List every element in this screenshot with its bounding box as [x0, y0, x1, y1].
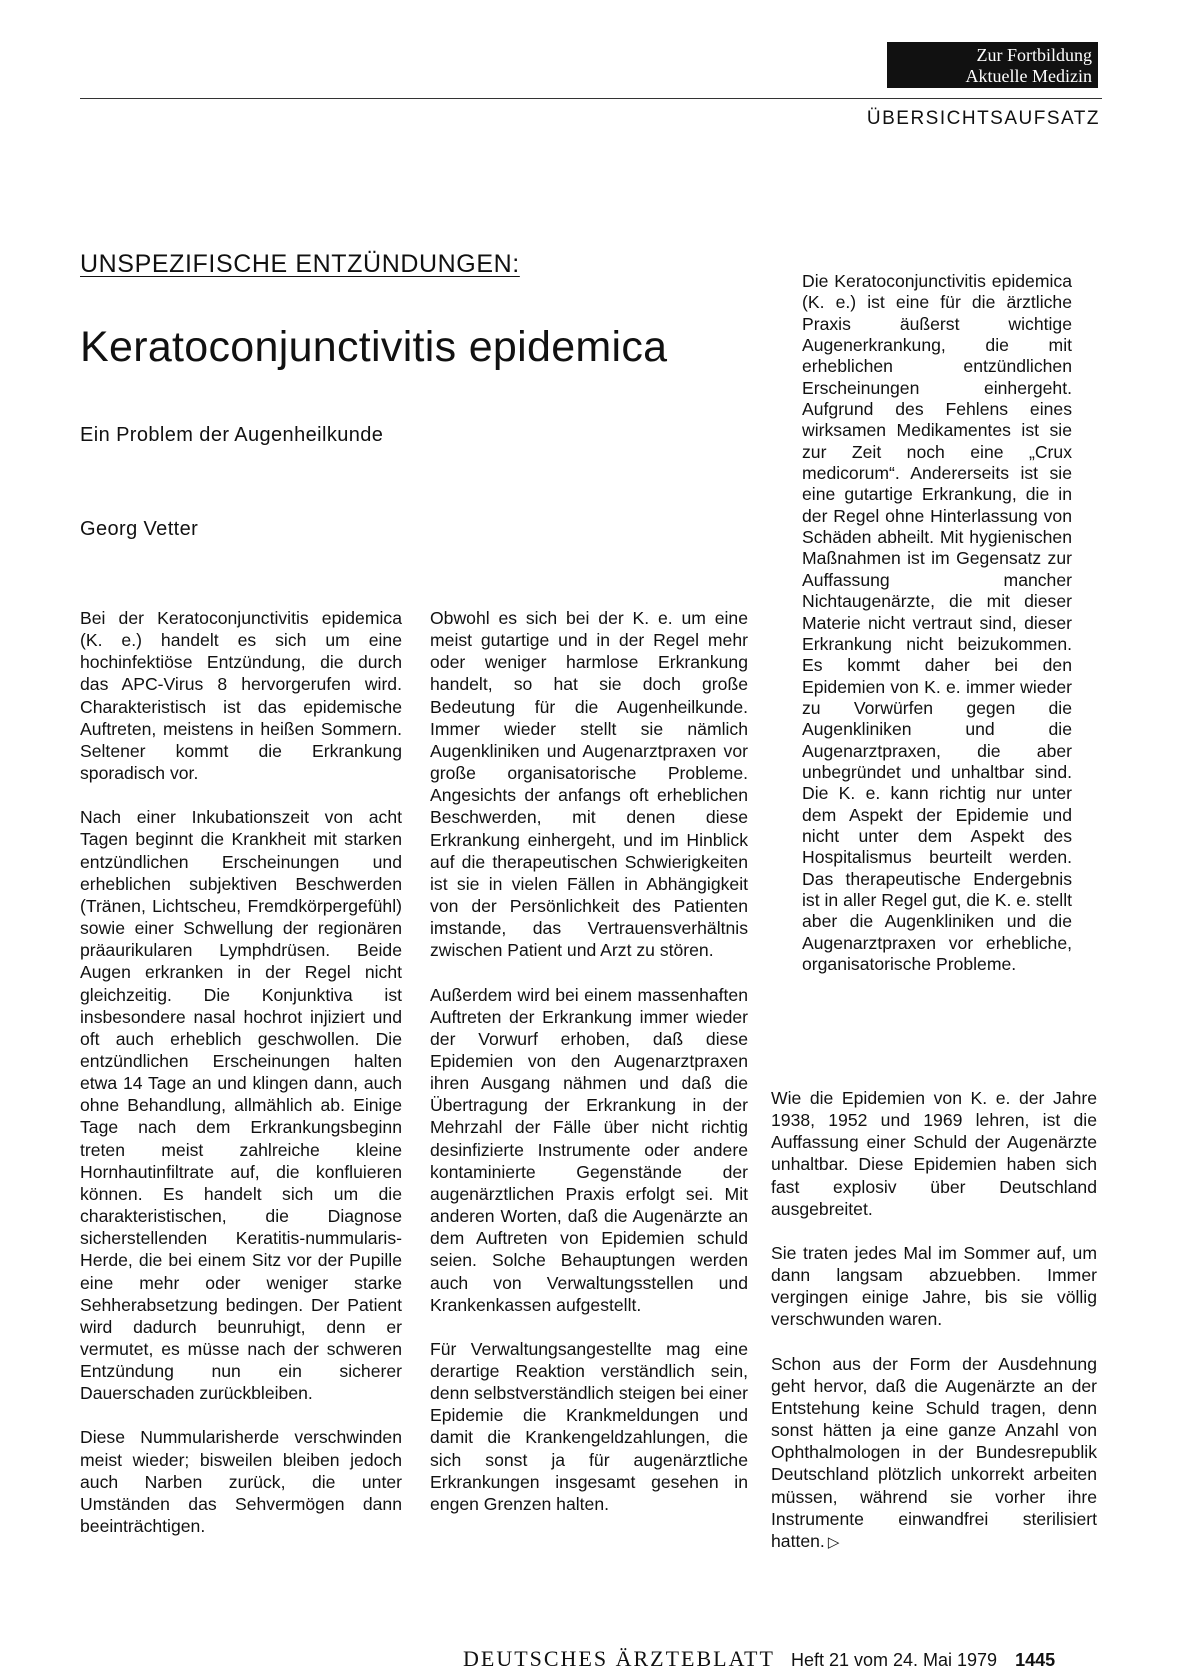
section-badge: [887, 42, 1098, 88]
paragraph: Sie traten jedes Mal im Sommer auf, um dann langsam abzuebben. Immer vergingen einige Jahre, bis sie völlig verschwunden waren.: [771, 1242, 1097, 1330]
badge-line-1: Zur Fortbildung: [976, 45, 1092, 65]
text-column-2: [430, 607, 748, 1537]
paragraph: [771, 1353, 1097, 1554]
page-number: 1445: [1015, 1650, 1056, 1670]
journal-name: DEUTSCHES ÄRZTEBLATT: [463, 1646, 775, 1671]
paragraph: Außerdem wird bei einem massenhaften Auftreten der Erkrankung immer wieder der Vorwurf erhoben, daß diese Epidemien von den Augenarztpraxen ihren Ausgang nähmen und daß die Übertragung der Erkrankung in der Mehrzahl der Fälle über nicht richtig desinfizierte Instrumente oder andere kontaminierte Gegenstände der augenärztlichen Praxis erfolgt sei. Mit anderen Worten, daß die Augenärzte an dem Auftreten von Epidemien schuld seien. Solche Behauptungen werden auch von Verwaltungsstellen und Krankenkassen aufgestellt.: [430, 984, 748, 1315]
issue-info: Heft 21 vom 24. Mai 1979: [790, 1650, 998, 1670]
header-rule: [80, 98, 1102, 99]
abstract-box: [802, 271, 1072, 997]
paragraph: Obwohl es sich bei der K. e. um eine meist gutartige und in der Regel mehr oder weniger harmlose Erkrankung handelt, so hat sie doch große Bedeutung für die Augenheilkunde. Immer wieder stellt sie nämlich Augenkliniken und Augenarztpraxen vor große organisatorische Probleme. Angesichts der anfangs oft erheblichen Beschwerden, mit denen diese Erkrankung einhergeht, und im Hinblick auf die therapeutischen Schwierigkeiten ist sie in vielen Fällen in Abhängigkeit von der Persönlichkeit des Patienten imstande, das Vertrauensverhältnis zwischen Patient und Arzt zu stören.: [430, 608, 748, 961]
paragraph: Diese Nummularisherde verschwinden meist wieder; bisweilen bleiben jedoch auch Narben zurück, die unter Umständen das Sehvermögen dann beeinträchtigen.: [80, 1427, 402, 1537]
text-column-1: [80, 607, 402, 1559]
text-column-3: [771, 1087, 1097, 1576]
page-footer: [463, 1646, 1055, 1672]
paragraph: Bei der Keratoconjunctivitis epidemica (K. e.) handelt es sich um eine hochinfektiöse Entzündung, die durch das APC-Virus 8 hervorgerufen wird. Charakteristisch ist das epidemische Auftreten, meistens in heißen Sommern. Seltener kommt die Erkrankung sporadisch vor.: [80, 608, 402, 784]
abstract-text: Die Keratoconjunctivitis epidemica (K. e.) ist eine für die ärztliche Praxis äußerst wichtige Augenerkrankung, die mit erheblichen entzündlichen Erscheinungen einhergeht. Aufgrund des Fehlens eines wirksamen Medikamentes ist sie zur Zeit noch eine „Crux medicorum“. Andererseits ist sie eine gutartige Erkrankung, die in der Regel ohne Hinterlassung von Schäden abheilt. Mit hygienischen Maßnahmen ist im Gegensatz zur Auffassung mancher Nichtaugenärzte, die mit dieser Materie nicht vertraut sind, dieser Erkrankung nicht beizukommen. Es kommt daher bei den Epidemien von K. e. immer wieder zu Vorwürfen gegen die Augenkliniken und die Augenarztpraxen, die aber unbegründet und unhaltbar sind. Die K. e. kann richtig nur unter dem Aspekt der Epidemie und nicht unter dem Aspekt des Hospitalismus beurteilt werden. Das therapeutische Endergebnis ist in aller Regel gut, die K. e. stellt aber die Augenkliniken und die Augenarztpraxen vor erhebliche, organisatorische Probleme.: [802, 271, 1072, 974]
article-title: Keratoconjunctivitis epidemica: [80, 323, 668, 371]
paragraph: Nach einer Inkubationszeit von acht Tagen beginnt die Krankheit mit starken entzündlichen Erscheinungen und erheblichen subjektiven Beschwerden (Tränen, Lichtscheu, Fremdkörpergefühl) sowie einer Schwellung der regionären präaurikularen Lymphdrüsen. Beide Augen erkranken in der Regel nicht gleichzeitig. Die Konjunktiva ist insbesondere nasal hochrot injiziert und oft auch erheblich geschwollen. Die entzündlichen Erscheinungen halten etwa 14 Tage an und klingen dann, auch ohne Behandlung, allmählich ab. Einige Tage nach dem Erkrankungsbeginn treten meist zahlreiche kleine Hornhautinfiltrate auf, die konfluieren können. Es handelt sich um die charakteristischen, die Diagnose sicherstellenden Keratitis-nummularis-Herde, die bei einem Sitz vor der Pupille eine mehr oder weniger starke Sehherabsetzung bedingen. Der Patient wird dadurch beunruhigt, denn er vermutet, es müsse nach der schweren Entzündung nun ein sicherer Dauerschaden zurückbleiben.: [80, 807, 402, 1404]
paragraph-text: Schon aus der Form der Ausdehnung geht hervor, daß die Augenärzte an der Entstehung keine Schuld tragen, denn sonst hätten ja eine ganze Anzahl von Ophthalmologen in der Bundesrepublik Deutschland plötzlich unkorrekt arbeiten müssen, während sie vorher ihre Instrumente einwandfrei sterilisiert hatten.: [771, 1353, 1097, 1551]
section-label: ÜBERSICHTSAUFSATZ: [866, 108, 1100, 129]
badge-line-2: Aktuelle Medizin: [965, 66, 1092, 86]
article-author: Georg Vetter: [80, 518, 199, 540]
article-subtitle: Ein Problem der Augenheilkunde: [80, 424, 384, 446]
paragraph: Wie die Epidemien von K. e. der Jahre 1938, 1952 und 1969 lehren, ist die Auffassung einer Schuld der Augenärzte unhaltbar. Diese Epidemien haben sich fast explosiv über Deutschland ausgebreitet.: [771, 1088, 1097, 1219]
article-kicker: UNSPEZIFISCHE ENTZÜNDUNGEN:: [80, 250, 520, 278]
paragraph: Für Verwaltungsangestellte mag eine derartige Reaktion verständlich sein, denn selbstverständlich steigen bei einer Epidemie die Krankmeldungen und damit die Krankengeldzahlungen, die sich sonst ja für augenärztliche Erkrankungen insgesamt gesehen in engen Grenzen halten.: [430, 1338, 748, 1514]
continue-arrow-icon: ▷: [827, 1533, 840, 1551]
